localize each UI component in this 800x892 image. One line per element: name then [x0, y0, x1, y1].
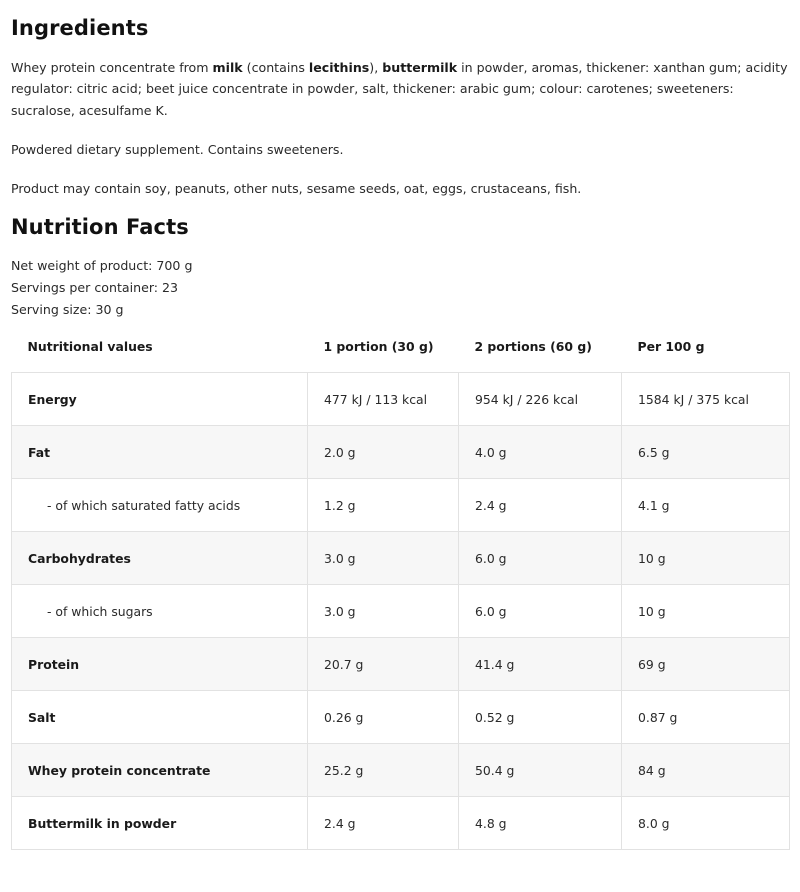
table-row — [12, 744, 790, 797]
table-row — [12, 691, 790, 744]
nutrient-label: Buttermilk in powder — [12, 797, 308, 850]
value-per-100g: 0.87 g — [622, 691, 790, 744]
serving-size: Serving size: 30 g — [11, 302, 124, 317]
value-1-portion: 3.0 g — [308, 585, 459, 638]
value-2-portions: 2.4 g — [459, 479, 622, 532]
value-per-100g: 84 g — [622, 744, 790, 797]
value-1-portion: 1.2 g — [308, 479, 459, 532]
servings-per-container: Servings per container: 23 — [11, 280, 179, 295]
table-row — [12, 638, 790, 691]
net-weight: Net weight of product: 700 g — [11, 258, 193, 273]
table-row — [12, 532, 790, 585]
value-per-100g: 8.0 g — [622, 797, 790, 850]
value-per-100g: 69 g — [622, 638, 790, 691]
value-1-portion: 25.2 g — [308, 744, 459, 797]
value-1-portion: 20.7 g — [308, 638, 459, 691]
column-header-2-portions: 2 portions (60 g) — [474, 339, 592, 354]
ingredient-allergen: lecithins — [308, 60, 370, 75]
table-row — [12, 585, 790, 638]
ingredient-allergen: milk — [212, 60, 243, 75]
value-2-portions: 0.52 g — [459, 691, 622, 744]
value-per-100g: 4.1 g — [622, 479, 790, 532]
value-2-portions: 50.4 g — [459, 744, 622, 797]
value-2-portions: 4.0 g — [459, 426, 622, 479]
value-1-portion: 2.4 g — [308, 797, 459, 850]
nutrient-label: Protein — [12, 638, 308, 691]
nutrient-label: Carbohydrates — [12, 532, 308, 585]
value-2-portions: 41.4 g — [459, 638, 622, 691]
value-2-portions: 4.8 g — [459, 797, 622, 850]
value-per-100g: 1584 kJ / 375 kcal — [622, 373, 790, 426]
value-1-portion: 0.26 g — [308, 691, 459, 744]
nutrient-label: Fat — [12, 426, 308, 479]
value-1-portion: 477 kJ / 113 kcal — [308, 373, 459, 426]
value-per-100g: 6.5 g — [622, 426, 790, 479]
nutrient-label: Whey protein concentrate — [12, 744, 308, 797]
column-header-per-100g: Per 100 g — [637, 339, 705, 354]
ingredient-allergen: buttermilk — [382, 60, 458, 75]
nutrient-label: Salt — [12, 691, 308, 744]
nutrition-facts-heading: Nutrition Facts — [11, 215, 189, 239]
value-per-100g: 10 g — [622, 585, 790, 638]
ingredient-text: (contains — [242, 60, 309, 75]
nutrition-table-wrap — [11, 330, 789, 850]
ingredient-text: ), — [369, 60, 383, 75]
nutrient-label: - of which saturated fatty acids — [12, 479, 308, 532]
nutrient-label: - of which sugars — [12, 585, 308, 638]
nutrient-label: Energy — [12, 373, 308, 426]
table-row — [12, 426, 790, 479]
value-1-portion: 3.0 g — [308, 532, 459, 585]
nutrition-table — [11, 330, 790, 850]
supplement-note: Powdered dietary supplement. Contains sweeteners. — [11, 142, 344, 157]
value-per-100g: 10 g — [622, 532, 790, 585]
value-2-portions: 6.0 g — [459, 585, 622, 638]
ingredients-list — [11, 57, 789, 121]
ingredients-heading: Ingredients — [11, 16, 149, 40]
table-row — [12, 797, 790, 850]
column-header-nutritional-values: Nutritional values — [27, 339, 153, 354]
table-row — [12, 373, 790, 426]
value-2-portions: 954 kJ / 226 kcal — [459, 373, 622, 426]
allergen-note: Product may contain soy, peanuts, other nuts, sesame seeds, oat, eggs, crustaceans, fish. — [11, 181, 582, 196]
ingredient-text: in powder, aromas, thickener: xanthan gum; acidity regulator: citric acid; beet juice concentrate in powder, salt, thickener: arabic gum; colour: carotenes; sweeteners: sucralose, acesulfame K. — [11, 60, 788, 118]
nutrition-table-header — [12, 330, 790, 373]
ingredient-text: Whey protein concentrate from — [11, 60, 213, 75]
table-row — [12, 479, 790, 532]
value-2-portions: 6.0 g — [459, 532, 622, 585]
column-header-1-portion: 1 portion (30 g) — [323, 339, 434, 354]
nutrition-table-body — [12, 373, 790, 850]
value-1-portion: 2.0 g — [308, 426, 459, 479]
